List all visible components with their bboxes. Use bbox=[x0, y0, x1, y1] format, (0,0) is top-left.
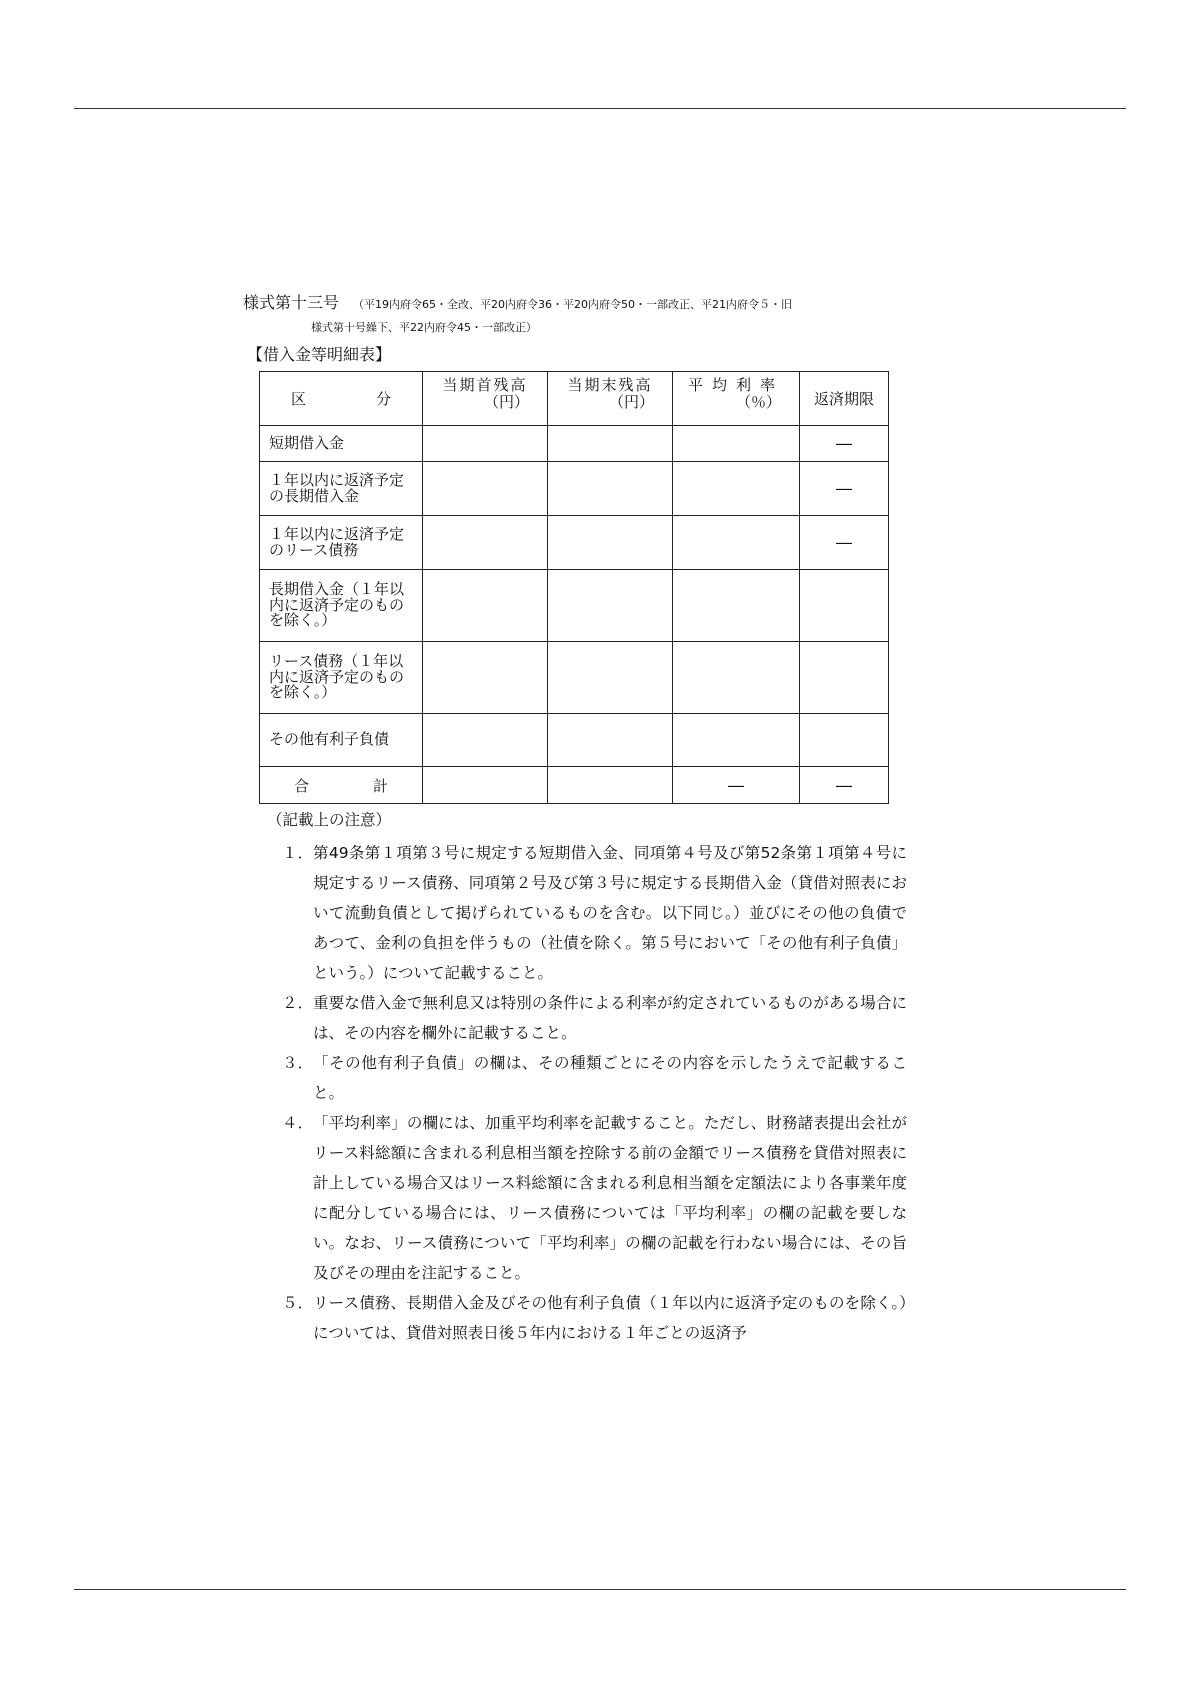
repayment-period-cell: ― bbox=[800, 516, 889, 570]
header-row bbox=[260, 372, 889, 426]
table-row bbox=[260, 426, 889, 462]
closing-balance-cell bbox=[548, 570, 673, 642]
opening-balance-cell bbox=[423, 516, 548, 570]
header-average-rate bbox=[673, 372, 800, 426]
header-opening-balance-label: 当期首残高 bbox=[442, 376, 528, 394]
amendment-note-line1: （平19内府令65・全改、平20内府令36・平20内府令50・一部改正、平21内府令５・旧 bbox=[353, 298, 792, 311]
note-item bbox=[282, 838, 907, 988]
repayment-period-cell: ― bbox=[800, 426, 889, 462]
form-heading bbox=[243, 290, 923, 335]
row-label: １年以内に返済予定のリース債務 bbox=[260, 516, 423, 570]
total-repayment-period-cell: ― bbox=[800, 767, 889, 804]
bottom-rule bbox=[74, 1589, 1126, 1590]
note-item bbox=[282, 1108, 907, 1288]
note-number: ３． bbox=[282, 1054, 314, 1072]
average-rate-cell bbox=[673, 714, 800, 767]
note-text: リース債務、長期借入金及びその他有利子負債（１年以内に返済予定のものを除く。）については、貸借対照表日後５年内における１年ごとの返済予 bbox=[313, 1294, 907, 1342]
note-number: ２． bbox=[282, 994, 314, 1012]
header-closing-balance-label: 当期末残高 bbox=[567, 376, 653, 394]
opening-balance-cell bbox=[423, 714, 548, 767]
table-caption: 【借入金等明細表】 bbox=[247, 345, 392, 364]
row-label: リース債務（１年以内に返済予定のものを除く。） bbox=[260, 642, 423, 714]
table-row bbox=[260, 462, 889, 516]
closing-balance-cell bbox=[548, 426, 673, 462]
total-label-char2: 計 bbox=[373, 776, 389, 795]
repayment-period-cell bbox=[800, 714, 889, 767]
row-label: その他有利子負債 bbox=[260, 714, 423, 767]
loan-statement-table bbox=[259, 371, 889, 804]
row-label: 長期借入金（１年以内に返済予定のものを除く。） bbox=[260, 570, 423, 642]
header-repayment-period: 返済期限 bbox=[800, 372, 889, 426]
notes-title: （記載上の注意） bbox=[267, 811, 392, 829]
opening-balance-cell bbox=[423, 426, 548, 462]
table-row bbox=[260, 714, 889, 767]
total-average-rate-cell: ― bbox=[673, 767, 800, 804]
note-text: 「その他有利子負債」の欄は、その種類ごとにその内容を示したうえで記載すること。 bbox=[313, 1054, 907, 1102]
header-opening-balance bbox=[423, 372, 548, 426]
header-average-rate-unit: （％） bbox=[735, 392, 781, 411]
average-rate-cell bbox=[673, 570, 800, 642]
note-text: 第49条第１項第３号に規定する短期借入金、同項第４号及び第52条第１項第４号に規定するリース債務、同項第２号及び第３号に規定する長期借入金（貸借対照表において流動負債として掲げられているものを含む。以下同じ。）並びにその他の負債であつて、金利の負担を伴うもの（社債を除く。第５号において「その他有利子負債」という。）について記載すること。 bbox=[313, 844, 907, 982]
repayment-period-cell bbox=[800, 642, 889, 714]
table-row bbox=[260, 642, 889, 714]
note-text: 重要な借入金で無利息又は特別の条件による利率が約定されているものがある場合には、その内容を欄外に記載すること。 bbox=[313, 994, 907, 1042]
opening-balance-cell bbox=[423, 642, 548, 714]
header-category-char2: 分 bbox=[376, 390, 392, 408]
total-closing-balance-cell bbox=[548, 767, 673, 804]
note-text: 「平均利率」の欄には、加重平均利率を記載すること。ただし、財務諸表提出会社がリース料総額に含まれる利息相当額を控除する前の金額でリース債務を貸借対照表に計上している場合又はリース料総額に含まれる利息相当額を定額法により各事業年度に配分している場合には、リース債務については「平均利率」の欄の記載を要しない。なお、リース債務について「平均利率」の欄の記載を行わない場合には、その旨及びその理由を注記すること。 bbox=[313, 1114, 907, 1282]
closing-balance-cell bbox=[548, 642, 673, 714]
row-label: １年以内に返済予定の長期借入金 bbox=[260, 462, 423, 516]
note-item bbox=[282, 988, 907, 1048]
row-label: 短期借入金 bbox=[260, 426, 423, 462]
opening-balance-cell bbox=[423, 570, 548, 642]
average-rate-cell bbox=[673, 426, 800, 462]
header-closing-balance bbox=[548, 372, 673, 426]
form-title: 様式第十三号 bbox=[243, 293, 340, 312]
notes-section bbox=[267, 808, 907, 1348]
table-row bbox=[260, 516, 889, 570]
table-row bbox=[260, 570, 889, 642]
note-item bbox=[282, 1048, 907, 1108]
note-number: ４． bbox=[282, 1114, 314, 1132]
total-label bbox=[260, 767, 423, 804]
header-closing-balance-unit: （円） bbox=[608, 392, 654, 411]
header-category bbox=[260, 372, 423, 426]
closing-balance-cell bbox=[548, 462, 673, 516]
note-number: １． bbox=[282, 844, 314, 862]
top-rule bbox=[74, 108, 1126, 109]
header-category-char1: 区 bbox=[290, 390, 306, 408]
total-opening-balance-cell bbox=[423, 767, 548, 804]
amendment-note-line2: 様式第十号繰下、平22内府令45・一部改正） bbox=[311, 321, 537, 334]
note-number: ５． bbox=[282, 1294, 314, 1312]
opening-balance-cell bbox=[423, 462, 548, 516]
note-item bbox=[282, 1288, 907, 1348]
closing-balance-cell bbox=[548, 516, 673, 570]
average-rate-cell bbox=[673, 462, 800, 516]
repayment-period-cell: ― bbox=[800, 462, 889, 516]
closing-balance-cell bbox=[548, 714, 673, 767]
total-label-char1: 合 bbox=[293, 776, 309, 795]
average-rate-cell bbox=[673, 516, 800, 570]
header-opening-balance-unit: （円） bbox=[483, 392, 529, 411]
total-row bbox=[260, 767, 889, 804]
repayment-period-cell bbox=[800, 570, 889, 642]
header-average-rate-label: 平均利率 bbox=[687, 376, 784, 394]
average-rate-cell bbox=[673, 642, 800, 714]
